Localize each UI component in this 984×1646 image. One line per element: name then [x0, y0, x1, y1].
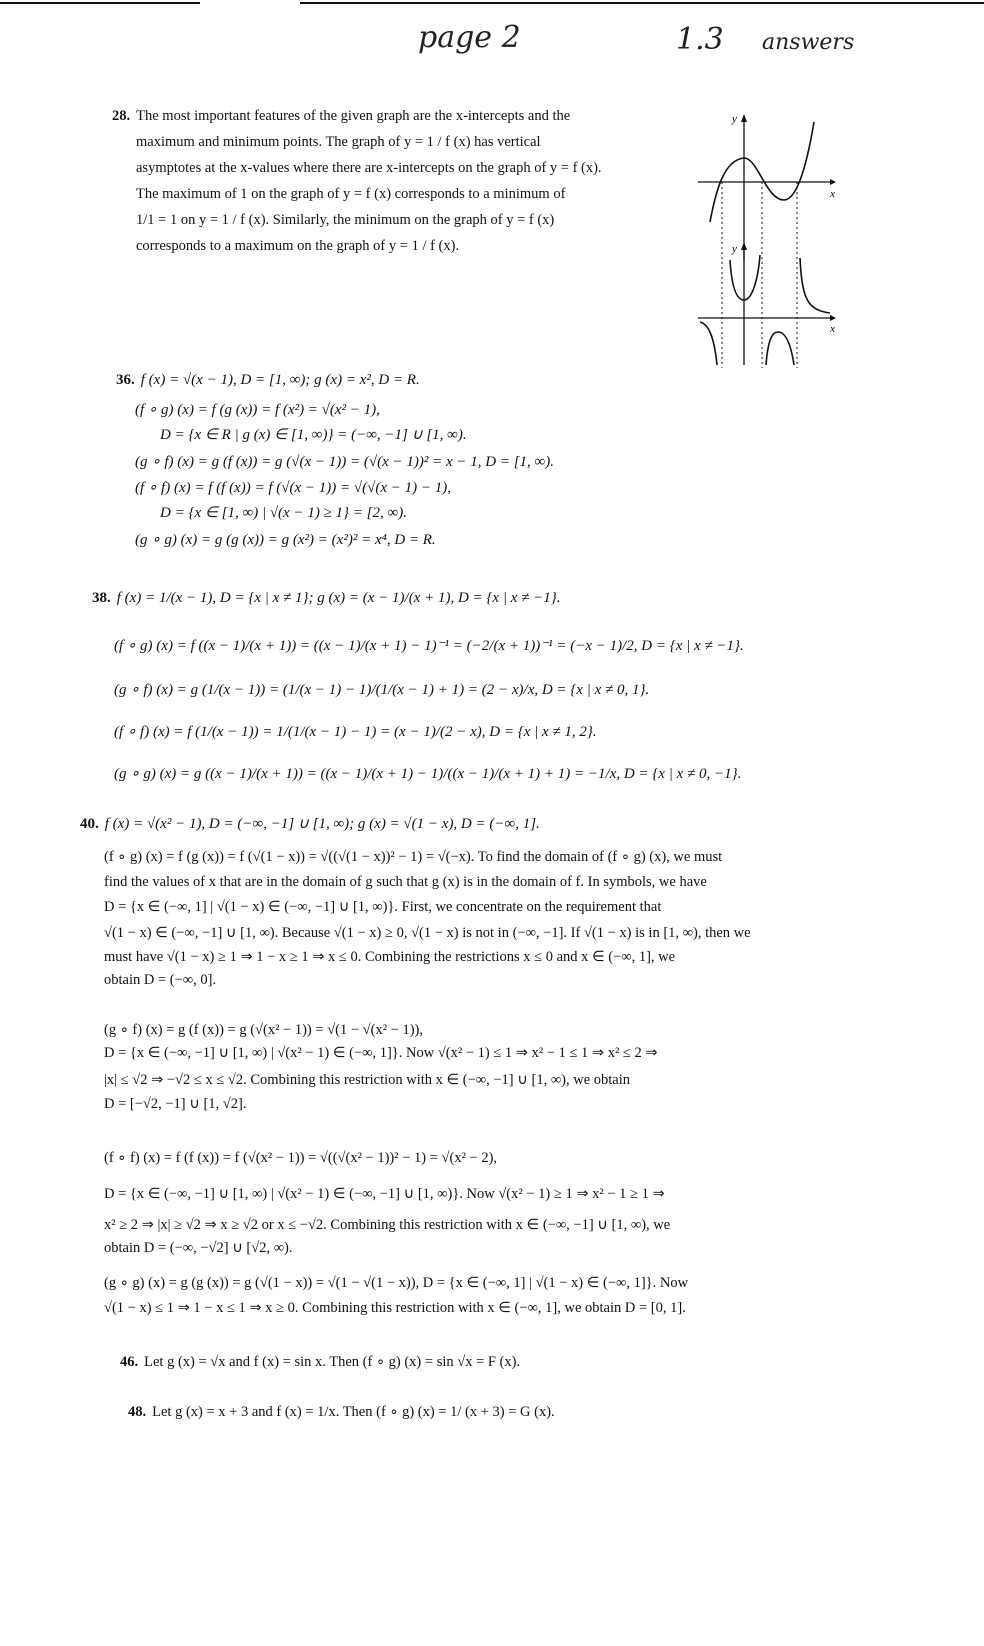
- bottom-y-arrow: [741, 242, 747, 250]
- problem-40-line: D = {x ∈ (−∞, −1] ∪ [1, ∞) | √(x² − 1) ∈ (−∞, 1]}. Now √(x² − 1) ≤ 1 ⇒ x² − 1 ≤ 1 ⇒ x² ≤ 2 ⇒: [104, 1045, 658, 1061]
- math-text: f (x) = 1/(x − 1), D = {x | x ≠ 1}; g (x) = (x − 1)/(x + 1), D = {x | x ≠ −1}.: [116, 590, 561, 606]
- problem-28: [112, 103, 672, 259]
- top-x-label: x: [830, 188, 835, 200]
- problem-38-line: (g ∘ f) (x) = g (1/(x − 1)) = (1/(x − 1) − 1)/(1/(x − 1) + 1) = (2 − x)/x, D = {x | x ≠ 0, 1}.: [114, 682, 650, 698]
- graph-y-equals-f: [698, 113, 836, 260]
- function-graphs: [690, 110, 850, 375]
- problem-36-line: D = {x ∈ [1, ∞) | √(x − 1) ≥ 1} = [2, ∞).: [160, 505, 407, 521]
- bottom-x-label: x: [830, 323, 835, 335]
- problem-28-line: The most important features of the given graph are the x-intercepts and the: [136, 108, 571, 124]
- handwritten-answers-label: answers: [762, 30, 855, 55]
- problem-28-line: 1/1 = 1 on y = 1 / f (x). Similarly, the minimum on the graph of y = f (x): [136, 212, 555, 228]
- bottom-branch-arch: [766, 332, 794, 365]
- graph-y-equals-one-over-f: [698, 242, 836, 365]
- problem-36-line: (f ∘ g) (x) = f (g (x)) = f (x²) = √(x² − 1),: [135, 402, 380, 418]
- problem-38-line: (f ∘ f) (x) = f (1/(x − 1)) = 1/(1/(x − 1) − 1) = (x − 1)/(2 − x), D = {x | x ≠ 1, 2}.: [114, 724, 597, 740]
- problem-36-line: (f ∘ f) (x) = f (f (x)) = f (√(x − 1)) = √(√(x − 1) − 1),: [135, 480, 451, 496]
- problem-40-line: D = [−√2, −1] ∪ [1, √2].: [104, 1096, 247, 1112]
- problem-36-line: D = {x ∈ R | g (x) ∈ [1, ∞)} = (−∞, −1] ∪ [1, ∞).: [160, 427, 467, 443]
- scan-top-rule-left: [0, 2, 200, 4]
- problem-40-line: (g ∘ g) (x) = g (g (x)) = g (√(1 − x)) = √(1 − √(1 − x)), D = {x ∈ (−∞, 1] | √(1 − x) ∈ (−∞, 1]}. Now: [104, 1275, 689, 1291]
- problem-46-text: Let g (x) = √x and f (x) = sin x. Then (f ∘ g) (x) = sin √x = F (x).: [144, 1354, 521, 1370]
- problem-38-line: [92, 590, 560, 607]
- problem-40-line: D = {x ∈ (−∞, −1] ∪ [1, ∞) | √(x² − 1) ∈ (−∞, −1] ∪ [1, ∞)}. Now √(x² − 1) ≥ 1 ⇒ x² − 1 ≥ 1 ⇒: [104, 1186, 665, 1202]
- top-x-arrow: [830, 179, 836, 185]
- bottom-x-arrow: [830, 315, 836, 321]
- top-y-label: y: [732, 113, 737, 125]
- problem-40-line: (g ∘ f) (x) = g (f (x)) = g (√(x² − 1)) = √(1 − √(x² − 1)),: [104, 1022, 423, 1038]
- problem-number: 36.: [116, 372, 135, 388]
- asymptote-guides: [722, 182, 797, 368]
- problem-40-line: (f ∘ f) (x) = f (f (x)) = f (√(x² − 1)) = √((√(x² − 1))² − 1) = √(x² − 2),: [104, 1150, 498, 1166]
- problem-number: 38.: [92, 590, 111, 606]
- math-text: f (x) = √(x − 1), D = [1, ∞); g (x) = x², D = R.: [140, 372, 420, 388]
- problem-40-line: [80, 814, 540, 833]
- handwritten-page-label: page 2: [418, 20, 521, 55]
- handwritten-section-number: 1.3: [676, 22, 724, 57]
- scan-top-rule-right: [300, 2, 984, 4]
- problem-28-line: corresponds to a maximum on the graph of y = 1 / f (x).: [136, 238, 460, 254]
- problem-28-line: asymptotes at the x-values where there are x-intercepts on the graph of y = f (x).: [136, 160, 602, 176]
- problem-number: 48.: [128, 1404, 147, 1420]
- problem-46: [120, 1354, 520, 1371]
- problem-40-line: (f ∘ g) (x) = f (g (x)) = f (√(1 − x)) = √((√(1 − x))² − 1) = √(−x). To find the domain of (f ∘ g) (x), we must: [104, 849, 723, 865]
- problem-38-line: (f ∘ g) (x) = f ((x − 1)/(x + 1)) = ((x − 1)/(x + 1) − 1)⁻¹ = (−2/(x + 1))⁻¹ = (−x − 1)/2, D = {x | x ≠ −1}.: [114, 638, 744, 654]
- bottom-branch-left: [700, 322, 717, 365]
- problem-28-line: maximum and minimum points. The graph of y = 1 / f (x) has vertical: [136, 134, 541, 150]
- problem-40-line: obtain D = (−∞, 0].: [104, 972, 217, 988]
- problem-number: 28.: [112, 108, 131, 124]
- problem-40-line: must have √(1 − x) ≥ 1 ⇒ 1 − x ≥ 1 ⇒ x ≤ 0. Combining the restrictions x ≤ 0 and x ∈ (−∞, 1], we: [104, 949, 676, 965]
- top-y-arrow: [741, 114, 747, 122]
- math-text: f (x) = √(x² − 1), D = (−∞, −1] ∪ [1, ∞); g (x) = √(1 − x), D = (−∞, 1].: [104, 816, 540, 832]
- problem-40-line: √(1 − x) ≤ 1 ⇒ 1 − x ≤ 1 ⇒ x ≥ 0. Combining this restriction with x ∈ (−∞, 1], we obtain D = [0, 1].: [104, 1300, 686, 1316]
- problem-number: 46.: [120, 1354, 139, 1370]
- problem-48: [128, 1404, 555, 1421]
- problem-36-line: (g ∘ f) (x) = g (f (x)) = g (√(x − 1)) = (√(x − 1))² = x − 1, D = [1, ∞).: [135, 454, 554, 470]
- problem-number: 40.: [80, 816, 99, 832]
- bottom-branch-right: [800, 258, 830, 313]
- bottom-y-label: y: [732, 243, 737, 255]
- problem-40-line: obtain D = (−∞, −√2] ∪ [√2, ∞).: [104, 1240, 293, 1256]
- problem-38-line: (g ∘ g) (x) = g ((x − 1)/(x + 1)) = ((x − 1)/(x + 1) − 1)/((x − 1)/(x + 1) + 1) = −1/x, D = {x | x ≠ 0, −1}.: [114, 766, 742, 782]
- problem-48-text: Let g (x) = x + 3 and f (x) = 1/x. Then (f ∘ g) (x) = 1/ (x + 3) = G (x).: [152, 1404, 555, 1420]
- problem-40-line: D = {x ∈ (−∞, 1] | √(1 − x) ∈ (−∞, −1] ∪ [1, ∞)}. First, we concentrate on the requirement that: [104, 899, 662, 915]
- problem-40-line: x² ≥ 2 ⇒ |x| ≥ √2 ⇒ x ≥ √2 or x ≤ −√2. Combining this restriction with x ∈ (−∞, −1] ∪ [1, ∞), we: [104, 1217, 671, 1233]
- problem-40-line: |x| ≤ √2 ⇒ −√2 ≤ x ≤ √2. Combining this restriction with x ∈ (−∞, −1] ∪ [1, ∞), we obtain: [104, 1072, 631, 1088]
- problem-40-line: find the values of x that are in the domain of g such that g (x) is in the domain of f. In symbols, we have: [104, 874, 707, 890]
- bottom-branch-middle: [730, 255, 760, 300]
- problem-40-line: √(1 − x) ∈ (−∞, −1] ∪ [1, ∞). Because √(1 − x) ≥ 0, √(1 − x) is not in (−∞, −1]. If √(1 − x) is in [1, ∞), then we: [104, 925, 751, 941]
- problem-36-line: (g ∘ g) (x) = g (g (x)) = g (x²) = (x²)² = x⁴, D = R.: [135, 532, 436, 548]
- problem-28-line: The maximum of 1 on the graph of y = f (x) corresponds to a minimum of: [136, 186, 566, 202]
- problem-36-line: [116, 372, 420, 389]
